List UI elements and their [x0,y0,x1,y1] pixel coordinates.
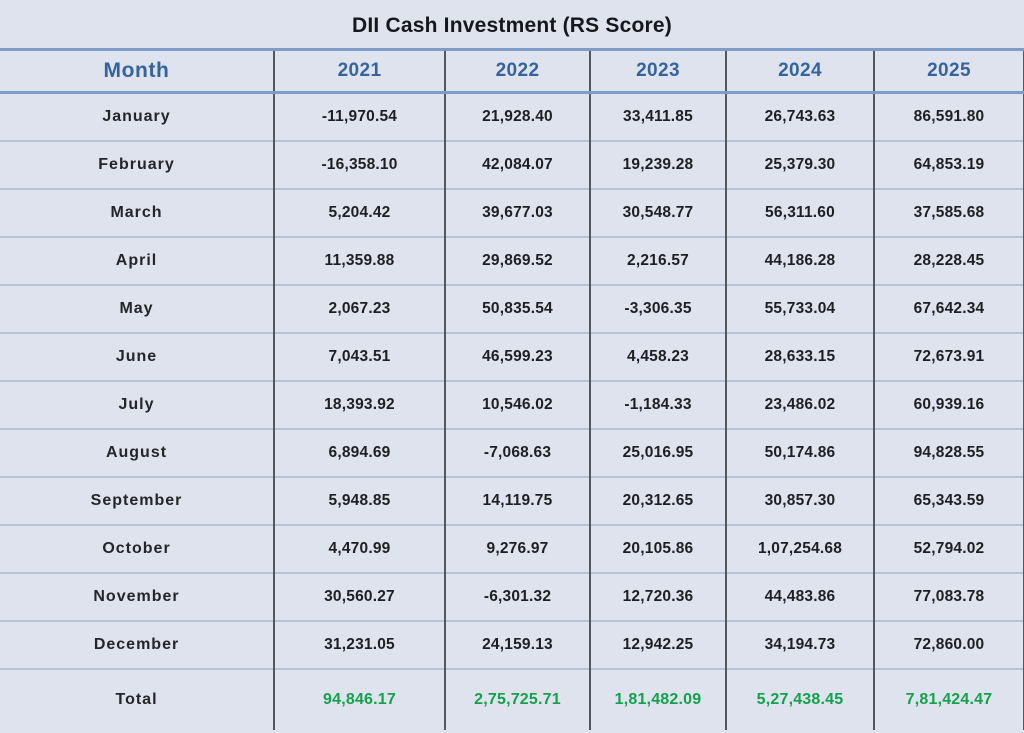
table-row [0,621,1024,669]
value-cell: 18,393.92 [274,381,445,429]
column-header-month: Month [0,50,274,93]
table-row [0,237,1024,285]
value-cell: 50,174.86 [726,429,874,477]
total-value-cell: 1,81,482.09 [590,669,726,730]
value-cell: 26,743.63 [726,93,874,142]
value-cell: 19,239.28 [590,141,726,189]
month-cell: April [0,237,274,285]
month-cell: July [0,381,274,429]
column-header-year: 2023 [590,50,726,93]
month-cell: May [0,285,274,333]
value-cell: 67,642.34 [874,285,1024,333]
value-cell: 25,379.30 [726,141,874,189]
total-value-cell: 94,846.17 [274,669,445,730]
value-cell: 30,548.77 [590,189,726,237]
value-cell: -3,306.35 [590,285,726,333]
month-cell: October [0,525,274,573]
value-cell: 42,084.07 [445,141,590,189]
table-row [0,477,1024,525]
value-cell: 64,853.19 [874,141,1024,189]
total-row [0,669,1024,730]
header-row [0,50,1024,93]
value-cell: 60,939.16 [874,381,1024,429]
value-cell: 29,869.52 [445,237,590,285]
column-header-year: 2024 [726,50,874,93]
value-cell: 9,276.97 [445,525,590,573]
month-cell: August [0,429,274,477]
total-value-cell: 7,81,424.47 [874,669,1024,730]
value-cell: 6,894.69 [274,429,445,477]
value-cell: 28,633.15 [726,333,874,381]
column-header-year: 2022 [445,50,590,93]
value-cell: 31,231.05 [274,621,445,669]
value-cell: 55,733.04 [726,285,874,333]
value-cell: 20,312.65 [590,477,726,525]
table-footer [0,669,1024,730]
value-cell: 86,591.80 [874,93,1024,142]
table-header [0,50,1024,93]
table-row [0,285,1024,333]
value-cell: 72,860.00 [874,621,1024,669]
month-cell: March [0,189,274,237]
value-cell: 72,673.91 [874,333,1024,381]
value-cell: 25,016.95 [590,429,726,477]
value-cell: 14,119.75 [445,477,590,525]
value-cell: -7,068.63 [445,429,590,477]
table-row [0,573,1024,621]
value-cell: -6,301.32 [445,573,590,621]
column-header-year: 2021 [274,50,445,93]
total-value-cell: 2,75,725.71 [445,669,590,730]
value-cell: 44,186.28 [726,237,874,285]
value-cell: 23,486.02 [726,381,874,429]
value-cell: 34,194.73 [726,621,874,669]
value-cell: 12,942.25 [590,621,726,669]
value-cell: 10,546.02 [445,381,590,429]
month-cell: June [0,333,274,381]
value-cell: 5,204.42 [274,189,445,237]
value-cell: 37,585.68 [874,189,1024,237]
value-cell: 4,458.23 [590,333,726,381]
table-row [0,429,1024,477]
value-cell: 94,828.55 [874,429,1024,477]
month-cell: November [0,573,274,621]
value-cell: 11,359.88 [274,237,445,285]
column-header-year: 2025 [874,50,1024,93]
value-cell: 39,677.03 [445,189,590,237]
value-cell: 44,483.86 [726,573,874,621]
value-cell: 28,228.45 [874,237,1024,285]
value-cell: 4,470.99 [274,525,445,573]
table-body [0,93,1024,670]
value-cell: 50,835.54 [445,285,590,333]
month-cell: September [0,477,274,525]
value-cell: 2,067.23 [274,285,445,333]
table-row [0,93,1024,142]
value-cell: 33,411.85 [590,93,726,142]
value-cell: 24,159.13 [445,621,590,669]
page-title: DII Cash Investment (RS Score) [352,14,672,37]
value-cell: 7,043.51 [274,333,445,381]
value-cell: 30,560.27 [274,573,445,621]
total-value-cell: 5,27,438.45 [726,669,874,730]
value-cell: 52,794.02 [874,525,1024,573]
month-cell: December [0,621,274,669]
value-cell: 12,720.36 [590,573,726,621]
value-cell: 20,105.86 [590,525,726,573]
table-row [0,525,1024,573]
total-label: Total [0,669,274,730]
table-row [0,333,1024,381]
value-cell: 30,857.30 [726,477,874,525]
table-row [0,189,1024,237]
value-cell: 5,948.85 [274,477,445,525]
table-row [0,141,1024,189]
table-row [0,381,1024,429]
value-cell: -11,970.54 [274,93,445,142]
value-cell: 65,343.59 [874,477,1024,525]
value-cell: 21,928.40 [445,93,590,142]
value-cell: 77,083.78 [874,573,1024,621]
month-cell: February [0,141,274,189]
value-cell: -16,358.10 [274,141,445,189]
value-cell: 2,216.57 [590,237,726,285]
month-cell: January [102,108,171,125]
value-cell: 1,07,254.68 [726,525,874,573]
value-cell: 56,311.60 [726,189,874,237]
dii-cash-investment-table [0,48,1024,730]
value-cell: -1,184.33 [590,381,726,429]
value-cell: 46,599.23 [445,333,590,381]
